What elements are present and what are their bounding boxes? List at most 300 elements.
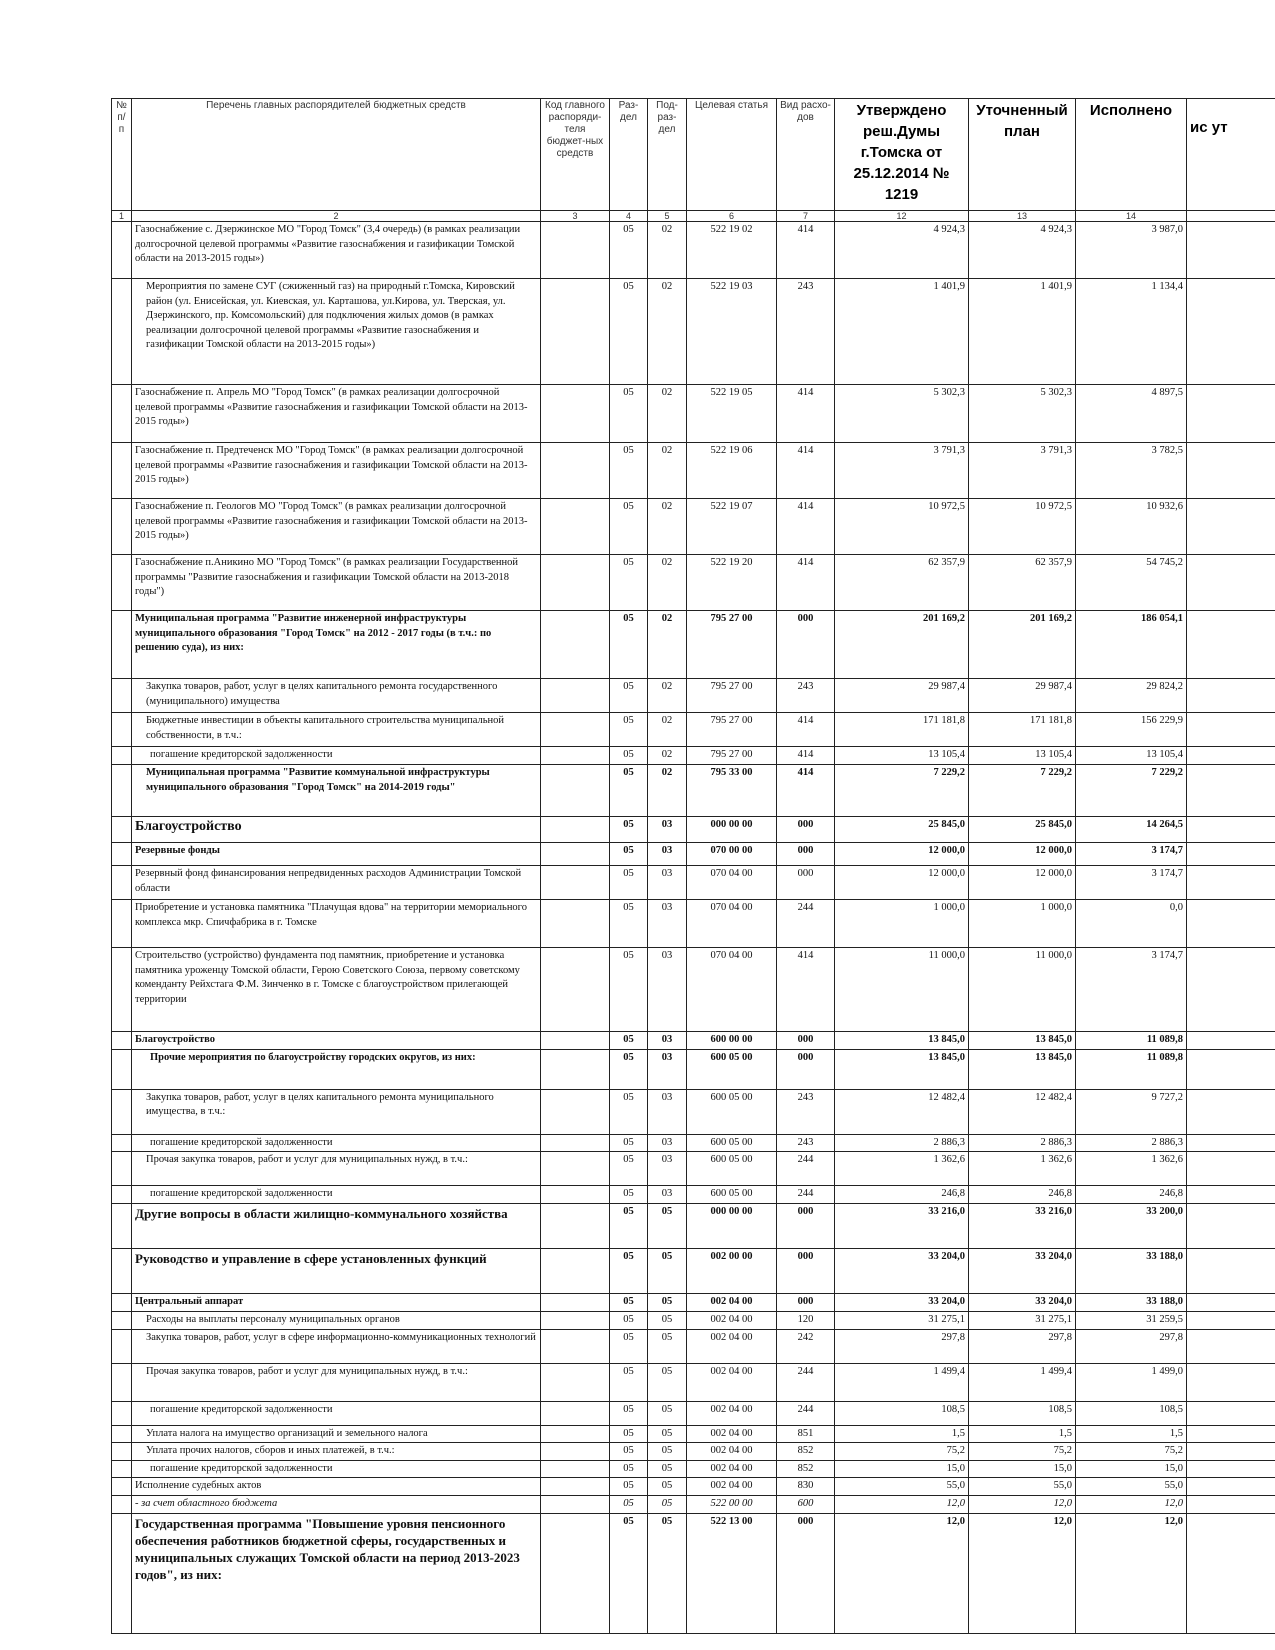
row-executed: 13 105,4: [1076, 747, 1187, 765]
row-razdel: 05: [610, 1478, 648, 1496]
row-num-cell: [112, 443, 132, 499]
table-row: [112, 817, 1275, 843]
row-name: Строительство (устройство) фундамента под памятник, приобретение и установка памятника уроженцу Томской области, Герою Советского Союза, первому советскому коменданту Рейхстага Ф.М. Зинченко в г. Томске с благоустройством прилегающей территории: [132, 948, 541, 1032]
colnum: 12: [835, 211, 969, 222]
row-type: 242: [777, 1329, 835, 1363]
row-name: Другие вопросы в области жилищно-коммунального хозяйства: [132, 1204, 541, 1249]
table-row: [112, 1294, 1275, 1312]
row-podrazdel: 05: [648, 1312, 687, 1330]
table-row: [112, 499, 1275, 555]
row-plan: 1,5: [969, 1425, 1076, 1443]
row-num-cell: [112, 1312, 132, 1330]
row-approved: 55,0: [835, 1478, 969, 1496]
row-cut-cell: [1187, 1032, 1275, 1050]
header-cut: ис ут: [1187, 99, 1275, 211]
table-row: [112, 900, 1275, 948]
row-approved: 33 204,0: [835, 1249, 969, 1294]
row-code: [541, 1186, 610, 1204]
row-num-cell: [112, 385, 132, 443]
row-podrazdel: 05: [648, 1363, 687, 1401]
row-code: [541, 1134, 610, 1152]
row-type: 000: [777, 843, 835, 866]
row-cut-cell: [1187, 765, 1275, 817]
row-cut-cell: [1187, 1294, 1275, 1312]
row-num-cell: [112, 1186, 132, 1204]
table-row: [112, 765, 1275, 817]
row-approved: 1 401,9: [835, 279, 969, 385]
row-name: Газоснабжение п. Апрель МО "Город Томск" (в рамках реализации долгосрочной целевой программы «Развитие газоснабжения и газификации Томской области на 2013-2015 годы»): [132, 385, 541, 443]
row-target: 795 27 00: [687, 679, 777, 713]
budget-table: [111, 98, 1275, 1634]
row-num-cell: [112, 1513, 132, 1633]
row-razdel: 05: [610, 1312, 648, 1330]
row-plan: 13 845,0: [969, 1049, 1076, 1089]
row-name: Резервные фонды: [132, 843, 541, 866]
row-podrazdel: 02: [648, 747, 687, 765]
row-approved: 10 972,5: [835, 499, 969, 555]
row-type: 414: [777, 222, 835, 279]
row-approved: 1 499,4: [835, 1363, 969, 1401]
row-razdel: 05: [610, 1134, 648, 1152]
table-row: [112, 948, 1275, 1032]
row-code: [541, 1204, 610, 1249]
row-name: Расходы на выплаты персоналу муниципальных органов: [132, 1312, 541, 1330]
row-razdel: 05: [610, 1294, 648, 1312]
row-code: [541, 1032, 610, 1050]
colnum: 13: [969, 211, 1076, 222]
row-executed: 1 499,0: [1076, 1363, 1187, 1401]
row-target: 002 04 00: [687, 1401, 777, 1425]
row-target: 002 04 00: [687, 1478, 777, 1496]
row-name: Мероприятия по замене СУГ (сжиженный газ) на природный г.Томска, Кировский район (ул. Енисейская, ул. Киевская, ул. Карташова, ул.Кирова, ул. Тверская, ул. Дзержинского, пр. Комсомольский) для подключения жилых домов (в рамках реализации долгосрочной целевой программы «Развитие газоснабжения и газификации Томской области на 2013-2015 годы»): [132, 279, 541, 385]
row-target: 600 05 00: [687, 1134, 777, 1152]
row-plan: 13 105,4: [969, 747, 1076, 765]
row-target: 002 04 00: [687, 1329, 777, 1363]
row-razdel: 05: [610, 1443, 648, 1461]
row-name: Резервный фонд финансирования непредвиденных расходов Администрации Томской области: [132, 866, 541, 900]
row-plan: 1 362,6: [969, 1152, 1076, 1186]
row-razdel: 05: [610, 1032, 648, 1050]
row-cut-cell: [1187, 1329, 1275, 1363]
row-razdel: 05: [610, 900, 648, 948]
row-name: Закупка товаров, работ, услуг в целях капитального ремонта муниципального имущества, в т.ч.:: [132, 1089, 541, 1134]
row-type: 243: [777, 1134, 835, 1152]
row-code: [541, 1312, 610, 1330]
row-name: Газоснабжение п. Предтеченск МО "Город Томск" (в рамках реализации долгосрочной целевой программы «Развитие газоснабжения и газификации Томской области на 2013-2015 годы»): [132, 443, 541, 499]
row-razdel: 05: [610, 1425, 648, 1443]
row-approved: 171 181,8: [835, 713, 969, 747]
row-approved: 4 924,3: [835, 222, 969, 279]
row-type: 414: [777, 443, 835, 499]
row-target: 600 05 00: [687, 1089, 777, 1134]
row-executed: 0,0: [1076, 900, 1187, 948]
row-num-cell: [112, 817, 132, 843]
row-plan: 33 216,0: [969, 1204, 1076, 1249]
row-num-cell: [112, 1049, 132, 1089]
row-code: [541, 279, 610, 385]
table-row: [112, 679, 1275, 713]
row-executed: 12,0: [1076, 1496, 1187, 1514]
row-code: [541, 679, 610, 713]
row-code: [541, 1294, 610, 1312]
row-podrazdel: 05: [648, 1294, 687, 1312]
header-approved: Утверждено реш.Думы г.Томска от 25.12.2014 № 1219: [835, 99, 969, 211]
row-type: 000: [777, 866, 835, 900]
row-podrazdel: 03: [648, 817, 687, 843]
row-name: Муниципальная программа "Развитие инженерной инфраструктуры муниципального образования "Город Томск" на 2012 - 2017 годы (в т.ч.: по решению суда), из них:: [132, 611, 541, 679]
row-name: погашение кредиторской задолженности: [132, 747, 541, 765]
row-target: 600 05 00: [687, 1049, 777, 1089]
row-name: Прочие мероприятия по благоустройству городских округов, из них:: [132, 1049, 541, 1089]
row-type: 000: [777, 611, 835, 679]
row-type: 414: [777, 555, 835, 611]
row-executed: 186 054,1: [1076, 611, 1187, 679]
row-executed: 1,5: [1076, 1425, 1187, 1443]
colnum: 7: [777, 211, 835, 222]
row-name: Исполнение судебных актов: [132, 1478, 541, 1496]
row-executed: 3 987,0: [1076, 222, 1187, 279]
row-approved: 1 362,6: [835, 1152, 969, 1186]
row-code: [541, 1443, 610, 1461]
row-type: 852: [777, 1460, 835, 1478]
row-name: Уплата прочих налогов, сборов и иных платежей, в т.ч.:: [132, 1443, 541, 1461]
row-plan: 15,0: [969, 1460, 1076, 1478]
budget-sheet: [111, 98, 1275, 1650]
row-plan: 33 204,0: [969, 1249, 1076, 1294]
table-body: [112, 222, 1275, 1634]
row-name: Приобретение и установка памятника "Плачущая вдова" на территории мемориального комплекса мкр. Спичфабрика в г. Томске: [132, 900, 541, 948]
row-target: 070 04 00: [687, 948, 777, 1032]
row-approved: 13 845,0: [835, 1032, 969, 1050]
row-executed: 11 089,8: [1076, 1032, 1187, 1050]
row-razdel: 05: [610, 1329, 648, 1363]
row-plan: 171 181,8: [969, 713, 1076, 747]
row-name: Газоснабжение с. Дзержинское МО "Город Томск" (3,4 очередь) (в рамках реализации долгосрочной целевой программы «Развитие газоснабжения и газификации Томской области на 2013-2015 годы»): [132, 222, 541, 279]
row-executed: 1 134,4: [1076, 279, 1187, 385]
row-code: [541, 1401, 610, 1425]
row-name: Бюджетные инвестиции в объекты капитального строительства муниципальной собственности, в т.ч.:: [132, 713, 541, 747]
row-approved: 201 169,2: [835, 611, 969, 679]
row-cut-cell: [1187, 1478, 1275, 1496]
row-plan: 75,2: [969, 1443, 1076, 1461]
row-target: 002 04 00: [687, 1443, 777, 1461]
row-plan: 5 302,3: [969, 385, 1076, 443]
row-type: 414: [777, 747, 835, 765]
row-approved: 2 886,3: [835, 1134, 969, 1152]
row-type: 244: [777, 900, 835, 948]
row-num-cell: [112, 279, 132, 385]
row-target: 600 00 00: [687, 1032, 777, 1050]
row-type: 244: [777, 1186, 835, 1204]
row-num-cell: [112, 1329, 132, 1363]
row-target: 522 19 20: [687, 555, 777, 611]
row-name: Благоустройство: [132, 1032, 541, 1050]
row-name: погашение кредиторской задолженности: [132, 1134, 541, 1152]
row-executed: 156 229,9: [1076, 713, 1187, 747]
row-code: [541, 499, 610, 555]
row-target: 002 00 00: [687, 1249, 777, 1294]
row-approved: 29 987,4: [835, 679, 969, 713]
row-num-cell: [112, 747, 132, 765]
row-code: [541, 765, 610, 817]
row-approved: 13 845,0: [835, 1049, 969, 1089]
row-plan: 31 275,1: [969, 1312, 1076, 1330]
row-target: 070 04 00: [687, 900, 777, 948]
row-type: 244: [777, 1363, 835, 1401]
row-razdel: 05: [610, 765, 648, 817]
row-cut-cell: [1187, 1443, 1275, 1461]
table-row: [112, 1496, 1275, 1514]
row-code: [541, 948, 610, 1032]
row-cut-cell: [1187, 948, 1275, 1032]
table-row: [112, 1443, 1275, 1461]
row-razdel: 05: [610, 1401, 648, 1425]
row-num-cell: [112, 900, 132, 948]
row-type: 000: [777, 1032, 835, 1050]
row-num-cell: [112, 1032, 132, 1050]
row-code: [541, 843, 610, 866]
row-razdel: 05: [610, 555, 648, 611]
row-target: 002 04 00: [687, 1460, 777, 1478]
row-name: Прочая закупка товаров, работ и услуг для муниципальных нужд, в т.ч.:: [132, 1152, 541, 1186]
row-podrazdel: 02: [648, 765, 687, 817]
row-code: [541, 713, 610, 747]
row-razdel: 05: [610, 611, 648, 679]
row-type: 000: [777, 1049, 835, 1089]
table-row: [112, 222, 1275, 279]
row-code: [541, 1478, 610, 1496]
row-code: [541, 385, 610, 443]
row-num-cell: [112, 765, 132, 817]
row-type: 000: [777, 1204, 835, 1249]
row-podrazdel: 05: [648, 1513, 687, 1633]
row-razdel: 05: [610, 279, 648, 385]
row-target: 522 00 00: [687, 1496, 777, 1514]
row-podrazdel: 02: [648, 443, 687, 499]
row-approved: 297,8: [835, 1329, 969, 1363]
row-approved: 15,0: [835, 1460, 969, 1478]
row-plan: 12 000,0: [969, 866, 1076, 900]
table-row: [112, 1312, 1275, 1330]
row-razdel: 05: [610, 443, 648, 499]
row-num-cell: [112, 1134, 132, 1152]
row-code: [541, 1460, 610, 1478]
row-executed: 7 229,2: [1076, 765, 1187, 817]
row-cut-cell: [1187, 443, 1275, 499]
row-cut-cell: [1187, 279, 1275, 385]
row-podrazdel: 02: [648, 499, 687, 555]
row-code: [541, 1496, 610, 1514]
row-executed: 297,8: [1076, 1329, 1187, 1363]
row-num-cell: [112, 1249, 132, 1294]
header-podrazdel: Под-раз-дел: [648, 99, 687, 211]
row-razdel: 05: [610, 1204, 648, 1249]
row-razdel: 05: [610, 1460, 648, 1478]
row-plan: 29 987,4: [969, 679, 1076, 713]
row-cut-cell: [1187, 1152, 1275, 1186]
row-podrazdel: 02: [648, 611, 687, 679]
table-row: [112, 611, 1275, 679]
row-name: Руководство и управление в сфере установленных функций: [132, 1249, 541, 1294]
row-approved: 31 275,1: [835, 1312, 969, 1330]
row-type: 000: [777, 1249, 835, 1294]
row-cut-cell: [1187, 1496, 1275, 1514]
row-code: [541, 443, 610, 499]
row-approved: 12 000,0: [835, 843, 969, 866]
row-name: Государственная программа "Повышение уровня пенсионного обеспечения работников бюджетной сферы, государственных и муниципальных служащих Томской области на период 2013-2023 годов", из них:: [132, 1513, 541, 1633]
row-approved: 13 105,4: [835, 747, 969, 765]
row-target: 002 04 00: [687, 1425, 777, 1443]
row-podrazdel: 03: [648, 948, 687, 1032]
table-row: [112, 1513, 1275, 1633]
row-target: 522 19 02: [687, 222, 777, 279]
row-target: 522 19 03: [687, 279, 777, 385]
row-executed: 29 824,2: [1076, 679, 1187, 713]
row-type: 000: [777, 1294, 835, 1312]
row-plan: 11 000,0: [969, 948, 1076, 1032]
row-executed: 108,5: [1076, 1401, 1187, 1425]
row-plan: 201 169,2: [969, 611, 1076, 679]
row-type: 243: [777, 279, 835, 385]
row-podrazdel: 03: [648, 866, 687, 900]
row-cut-cell: [1187, 747, 1275, 765]
table-row: [112, 1425, 1275, 1443]
row-target: 002 04 00: [687, 1294, 777, 1312]
table-row: [112, 1401, 1275, 1425]
row-executed: 33 200,0: [1076, 1204, 1187, 1249]
row-razdel: 05: [610, 499, 648, 555]
row-code: [541, 1049, 610, 1089]
row-executed: 54 745,2: [1076, 555, 1187, 611]
colnum: 6: [687, 211, 777, 222]
row-num-cell: [112, 1496, 132, 1514]
row-approved: 3 791,3: [835, 443, 969, 499]
row-executed: 9 727,2: [1076, 1089, 1187, 1134]
colnum: 4: [610, 211, 648, 222]
row-executed: 14 264,5: [1076, 817, 1187, 843]
row-target: 522 19 06: [687, 443, 777, 499]
row-executed: 1 362,6: [1076, 1152, 1187, 1186]
row-approved: 33 216,0: [835, 1204, 969, 1249]
row-name: Центральный аппарат: [132, 1294, 541, 1312]
row-plan: 12 482,4: [969, 1089, 1076, 1134]
row-executed: 33 188,0: [1076, 1249, 1187, 1294]
row-approved: 7 229,2: [835, 765, 969, 817]
table-row: [112, 1363, 1275, 1401]
colnum-empty: [1187, 211, 1275, 222]
row-num-cell: [112, 1204, 132, 1249]
row-name: Прочая закупка товаров, работ и услуг для муниципальных нужд, в т.ч.:: [132, 1363, 541, 1401]
row-cut-cell: [1187, 1513, 1275, 1633]
row-podrazdel: 02: [648, 555, 687, 611]
table-row: [112, 1186, 1275, 1204]
row-target: 002 04 00: [687, 1312, 777, 1330]
row-executed: 31 259,5: [1076, 1312, 1187, 1330]
row-name: Газоснабжение п. Геологов МО "Город Томск" (в рамках реализации долгосрочной целевой программы «Развитие газоснабжения и газификации Томской области на 2013-2015 годы»): [132, 499, 541, 555]
row-razdel: 05: [610, 1049, 648, 1089]
row-podrazdel: 05: [648, 1478, 687, 1496]
row-plan: 4 924,3: [969, 222, 1076, 279]
row-razdel: 05: [610, 747, 648, 765]
row-plan: 1 499,4: [969, 1363, 1076, 1401]
row-razdel: 05: [610, 817, 648, 843]
row-target: 070 00 00: [687, 843, 777, 866]
row-cut-cell: [1187, 843, 1275, 866]
row-name: Газоснабжение п.Аникино МО "Город Томск" (в рамках реализации Государственной программы "Развитие газоснабжения и газификации Томской области на 2013-2018 годы"): [132, 555, 541, 611]
row-podrazdel: 02: [648, 679, 687, 713]
row-type: 414: [777, 765, 835, 817]
row-plan: 12,0: [969, 1513, 1076, 1633]
row-cut-cell: [1187, 1249, 1275, 1294]
row-podrazdel: 03: [648, 1152, 687, 1186]
row-num-cell: [112, 679, 132, 713]
row-executed: 3 174,7: [1076, 843, 1187, 866]
row-executed: 11 089,8: [1076, 1049, 1187, 1089]
row-type: 414: [777, 385, 835, 443]
row-approved: 75,2: [835, 1443, 969, 1461]
row-type: 414: [777, 948, 835, 1032]
row-podrazdel: 03: [648, 1186, 687, 1204]
row-plan: 1 401,9: [969, 279, 1076, 385]
row-code: [541, 555, 610, 611]
row-executed: 55,0: [1076, 1478, 1187, 1496]
table-row: [112, 1329, 1275, 1363]
row-executed: 33 188,0: [1076, 1294, 1187, 1312]
row-num-cell: [112, 843, 132, 866]
row-podrazdel: 03: [648, 900, 687, 948]
row-plan: 10 972,5: [969, 499, 1076, 555]
row-executed: 12,0: [1076, 1513, 1187, 1633]
row-type: 000: [777, 1513, 835, 1633]
row-cut-cell: [1187, 866, 1275, 900]
row-name: Уплата налога на имущество организаций и земельного налога: [132, 1425, 541, 1443]
row-type: 414: [777, 499, 835, 555]
row-podrazdel: 05: [648, 1401, 687, 1425]
row-name: Муниципальная программа "Развитие коммунальной инфраструктуры муниципального образования "Город Томск" на 2014-2019 годы": [132, 765, 541, 817]
row-razdel: 05: [610, 222, 648, 279]
row-code: [541, 611, 610, 679]
table-row: [112, 1249, 1275, 1294]
row-cut-cell: [1187, 1401, 1275, 1425]
table-row: [112, 1134, 1275, 1152]
row-executed: 15,0: [1076, 1460, 1187, 1478]
row-plan: 25 845,0: [969, 817, 1076, 843]
row-code: [541, 1425, 610, 1443]
row-num-cell: [112, 948, 132, 1032]
row-num-cell: [112, 555, 132, 611]
table-row: [112, 279, 1275, 385]
row-razdel: 05: [610, 1186, 648, 1204]
row-approved: 246,8: [835, 1186, 969, 1204]
row-plan: 1 000,0: [969, 900, 1076, 948]
row-approved: 12 482,4: [835, 1089, 969, 1134]
row-target: 002 04 00: [687, 1363, 777, 1401]
row-approved: 33 204,0: [835, 1294, 969, 1312]
row-cut-cell: [1187, 611, 1275, 679]
row-name: - за счет областного бюджета: [132, 1496, 541, 1514]
row-executed: 2 886,3: [1076, 1134, 1187, 1152]
header-executed: Исполнено: [1076, 99, 1187, 211]
row-cut-cell: [1187, 222, 1275, 279]
row-num-cell: [112, 1294, 132, 1312]
row-executed: 3 174,7: [1076, 866, 1187, 900]
row-type: 120: [777, 1312, 835, 1330]
table-row: [112, 866, 1275, 900]
row-type: 244: [777, 1152, 835, 1186]
row-code: [541, 900, 610, 948]
row-name: Закупка товаров, работ, услуг в целях капитального ремонта государственного (муниципального) имущества: [132, 679, 541, 713]
row-cut-cell: [1187, 1204, 1275, 1249]
